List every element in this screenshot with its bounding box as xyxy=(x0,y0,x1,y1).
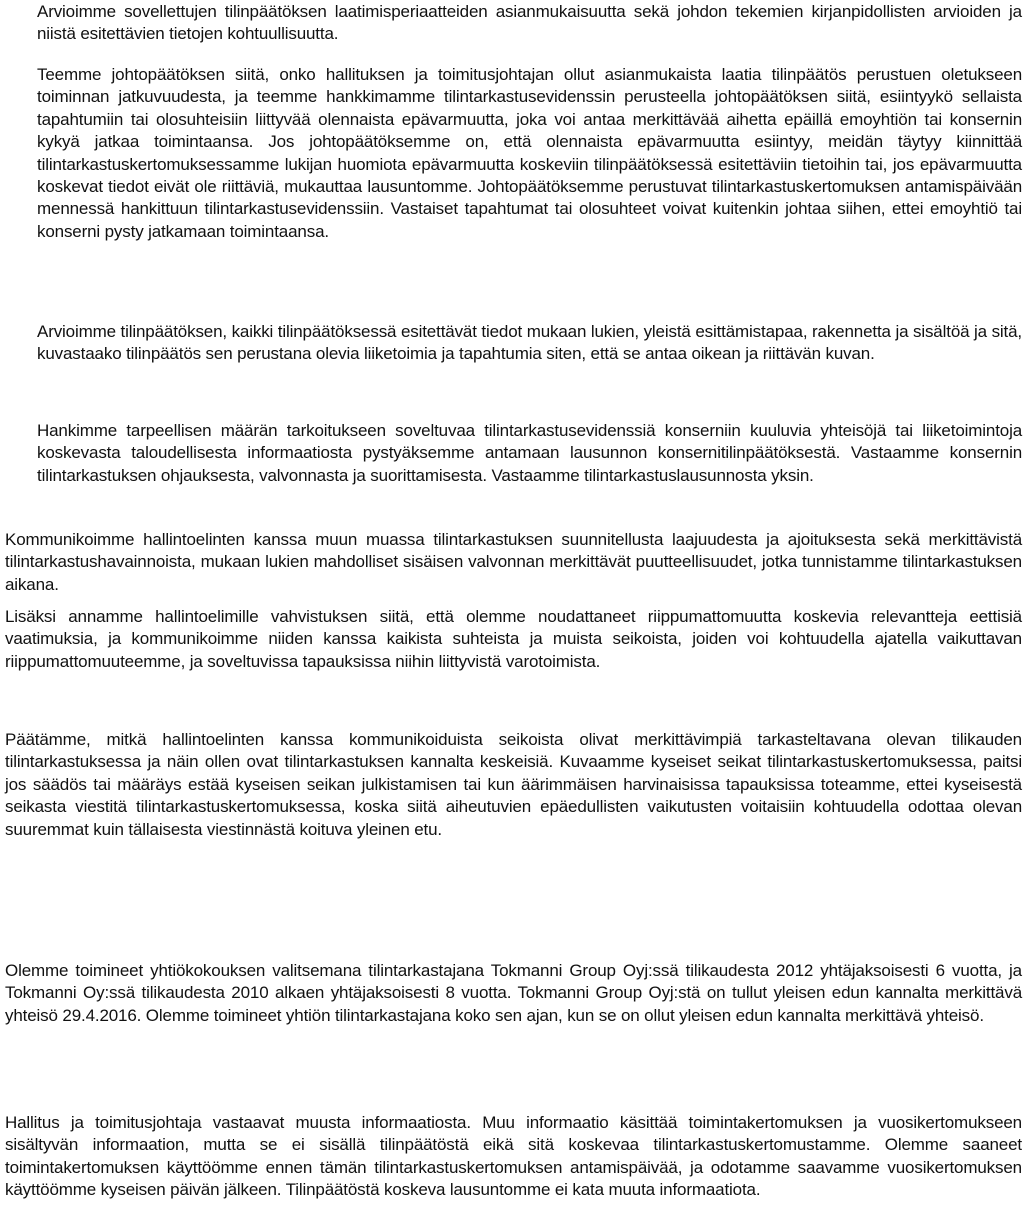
paragraph-communication: Kommunikoimme hallintoelinten kanssa muun muassa tilintarkastuksen suunnitellusta laajuudesta ja ajoituksesta sekä merkittävistä tilintarkastushavainnoista, mukaan lukien mahdolliset sisäisen valvonnan merkittävät puutteellisuudet, jotka tunnistamme tilintarkastuksen aikana. xyxy=(5,530,1022,594)
paragraph-accounting-policies: Arvioimme sovellettujen tilinpäätöksen laatimisperiaatteiden asianmukaisuutta sekä johdon tekemien kirjanpidollisten arvioiden ja niistä esitettävien tietojen kohtuullisuutta. xyxy=(37,2,1022,44)
paragraph-overall-presentation: Arvioimme tilinpäätöksen, kaikki tilinpäätöksessä esitettävät tiedot mukaan lukien, yleistä esittämistapaa, rakennetta ja sisältöä ja sitä, kuvastaako tilinpäätös sen perustana olevia liiketoimia ja tapahtumia siten, että se antaa oikean ja riittävän kuvan. xyxy=(37,322,1022,364)
paragraph-going-concern: Teemme johtopäätöksen siitä, onko hallituksen ja toimitusjohtajan ollut asianmukaista laatia tilinpäätös perustuen oletukseen toiminnan jatkuvuudesta, ja teemme hankkimamme tilintarkastusevidenssin perusteella johtopäätöksen siitä, esiintyykö sellaista tapahtumiin tai olosuhteisiin liittyvää olennaista epävarmuutta, joka voi antaa merkittävää aihetta epäillä emoyhtiön tai konsernin kykyä jatkaa toimintaansa. Jos johtopäätöksemme on, että olennaista epävarmuutta esiintyy, meidän täytyy kiinnittää tilintarkastuskertomuksessamme lukijan huomiota epävarmuutta koskeviin tilinpäätöksessä esitettäviin tietoihin tai, jos epävarmuutta koskevat tiedot eivät ole riittäviä, mukauttaa lausuntomme. Johtopäätöksemme perustuvat tilintarkastuskertomuksen antamispäivään mennessä hankittuun tilintarkastusevidenssiin. Vastaiset tapahtumat tai olosuhteet voivat kuitenkin johtaa siihen, ettei emoyhtiö tai konserni pysty jatkamaan toimintaansa. xyxy=(37,65,1022,241)
paragraph-independence: Lisäksi annamme hallintoelimille vahvistuksen siitä, että olemme noudattaneet riippumattomuutta koskevia relevantteja eettisiä vaatimuksia, ja kommunikoimme niiden kanssa kaikista suhteista ja muista seikoista, joiden voi kohtuudella ajatella vaikuttavan riippumattomuuteemme, ja soveltuvissa tapauksissa niihin liittyvistä varotoimista. xyxy=(5,607,1022,671)
paragraph-auditor-appointment: Olemme toimineet yhtiökokouksen valitsemana tilintarkastajana Tokmanni Group Oyj:ssä tilikaudesta 2012 yhtäjaksoisesti 6 vuotta, ja Tokmanni Oy:ssä tilikaudesta 2010 alkaen yhtäjaksoisesti 8 vuotta. Tokmanni Group Oyj:stä on tullut yleisen edun kannalta merkittävä yhteisö 29.4.2016. Olemme toimineet yhtiön tilintarkastajana koko sen ajan, kun se on ollut yleisen edun kannalta merkittävä yhteisö. xyxy=(5,961,1022,1025)
paragraph-other-information: Hallitus ja toimitusjohtaja vastaavat muusta informaatiosta. Muu informaatio käsittää toimintakertomuksen ja vuosikertomukseen sisältyvän informaation, mutta se ei sisällä tilinpäätöstä eikä sitä koskevaa tilintarkastuskertomustamme. Olemme saaneet toimintakertomuksen käyttöömme ennen tämän tilintarkastuskertomuksen antamispäivää, ja odotamme saavamme vuosikertomuksen käyttöömme kyseisen päivän jälkeen. Tilinpäätöstä koskeva lausuntomme ei kata muuta informaatiota. xyxy=(5,1113,1022,1200)
paragraph-group-audit-evidence: Hankimme tarpeellisen määrän tarkoitukseen soveltuvaa tilintarkastusevidenssiä konserniin kuuluvia yhteisöjä tai liiketoimintoja koskevasta taloudellisesta informaatiosta pystyäksemme antamaan lausunnon konsernitilinpäätöksestä. Vastaamme konsernin tilintarkastuksen ohjauksesta, valvonnasta ja suorittamisesta. Vastaamme tilintarkastuslausunnosta yksin. xyxy=(37,421,1022,485)
paragraph-key-audit-matters: Päätämme, mitkä hallintoelinten kanssa kommunikoiduista seikoista olivat merkittävimpiä tarkasteltavana olevan tilikauden tilintarkastuksessa ja näin ollen ovat tilintarkastuksen kannalta keskeisiä. Kuvaamme kyseiset seikat tilintarkastuskertomuksessa, paitsi jos säädös tai määräys estää kyseisen seikan julkistamisen tai kun äärimmäisen harvinaisissa tapauksissa toteamme, ettei kyseisestä seikasta viestitä tilintarkastuskertomuksessa, koska siitä aiheutuvien epäedullisten vaikutusten voitaisiin kohtuudella odottaa olevan suuremmat kuin tällaisesta viestinnästä koituva yleinen etu. xyxy=(5,730,1022,839)
